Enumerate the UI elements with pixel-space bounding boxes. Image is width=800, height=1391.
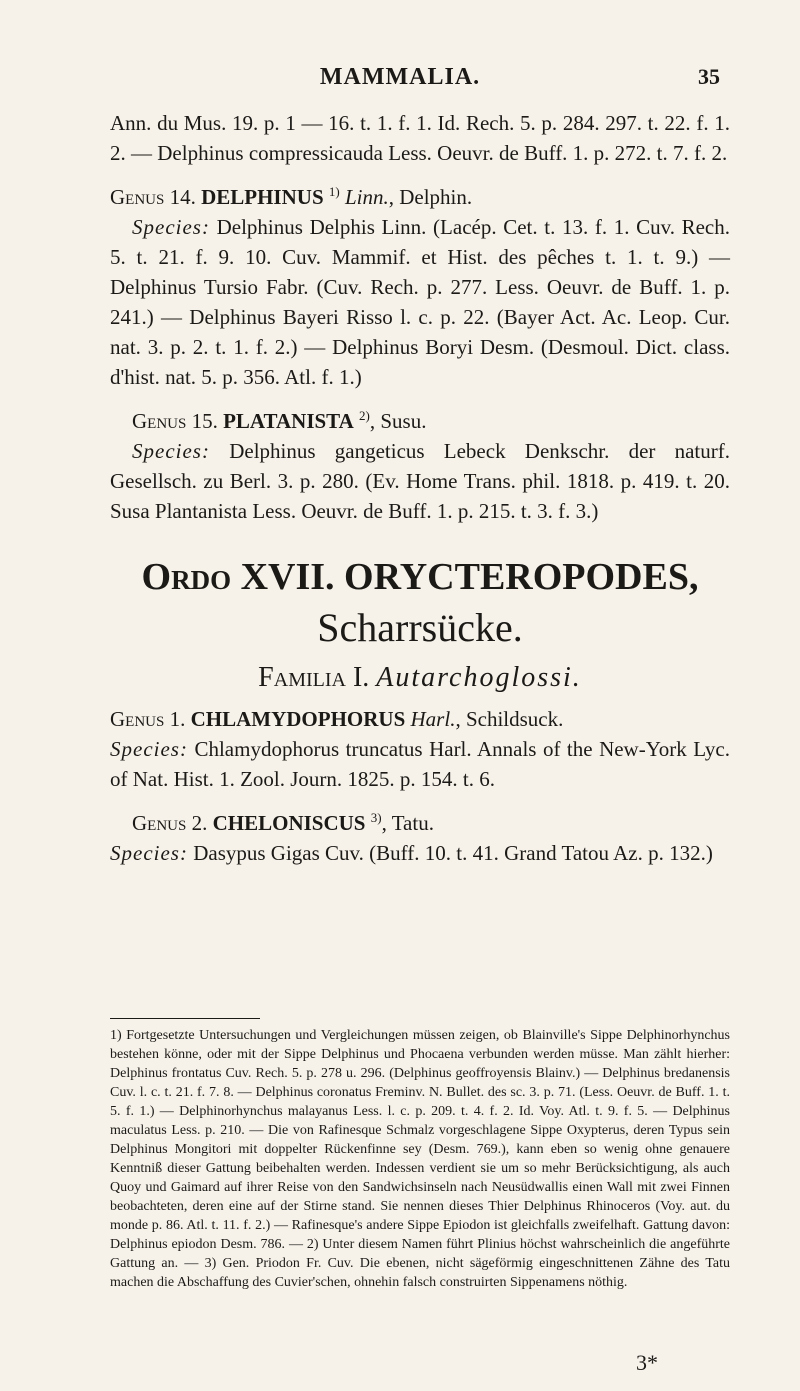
genus-1-species — [110, 734, 730, 794]
genus-15-common-name: , Susu. — [369, 409, 427, 433]
genus-2-common-name: , Tatu. — [381, 811, 434, 835]
ordo-name: ORYCTEROPODES, — [344, 556, 699, 598]
genus-1-author: Harl. — [410, 707, 456, 731]
genus-2-species — [110, 838, 730, 868]
genus-1-heading — [110, 704, 730, 734]
genus-14-common-name: , Delphin. — [388, 185, 473, 209]
genus-2-label: Genus 2. — [132, 811, 208, 835]
genus-15-label: Genus 15. — [132, 409, 218, 433]
species-label: Species: — [132, 439, 210, 463]
intro-paragraph: Ann. du Mus. 19. p. 1 — 16. t. 1. f. 1. Id. Rech. 5. p. 284. 297. t. 22. f. 1. 2. — Delphinus compressicauda Less. Oeuvr. de Buff. 1. p. 272. t. 7. f. 2. — [110, 111, 730, 165]
genus-14-author: Linn. — [344, 185, 389, 209]
genus-15-name: PLATANISTA — [223, 409, 354, 433]
genus-14-label: Genus 14. — [110, 185, 196, 209]
genus-14-heading — [110, 182, 730, 212]
footnote-ref-1: 1) — [328, 184, 340, 199]
page-number: 35 — [698, 64, 720, 89]
genus-1-common-name: , Schildsuck. — [455, 707, 564, 731]
genus-15-species — [110, 436, 730, 526]
ordo-heading — [110, 554, 730, 600]
ordo-number: XVII. — [240, 556, 335, 598]
ordo-label: Ordo — [141, 556, 232, 598]
genus-15-heading — [110, 406, 730, 436]
genus-14-species-text: Delphinus Delphis Linn. (Lacép. Cet. t. 13. f. 1. Cuv. Rech. 5. t. 21. f. 9. 10. Cuv. Mammif. et Hist. des pêches t. 1. t. 9.) — Delphinus Tursio Fabr. (Cuv. Rech. p. 277. Less. Oeuvr. de Buff. 1. p. 241.) — Delphinus Bayeri Risso l. c. p. 22. (Bayer Act. Ac. Leop. Cur. nat. 3. p. 2. t. 1. f. 2.) — Delphinus Boryi Desm. (Desmoul. Dict. class. d'hist. nat. 5. p. 356. Atl. f. 1.) — [110, 215, 731, 389]
running-title: MAMMALIA. — [319, 64, 481, 90]
species-label: Species: — [132, 215, 210, 239]
genus-2-name: CHELONISCUS — [212, 811, 366, 835]
genus-14-species — [110, 212, 730, 392]
genus-1-species-text: Chlamydophorus truncatus Harl. Annals of the New-York Lyc. of Nat. Hist. 1. Zool. Journ. 1825. p. 154. t. 6. — [110, 737, 730, 791]
genus-1-name: CHLAMYDOPHORUS — [190, 707, 406, 731]
running-head — [0, 62, 800, 102]
ordo-german-name: Scharrsücke. — [317, 605, 523, 650]
genus-1-label: Genus 1. — [110, 707, 186, 731]
genus-14-name: DELPHINUS — [201, 185, 324, 209]
genus-15-species-text: Delphinus gangeticus Lebeck Denkschr. der naturf. Gesellsch. zu Berl. 3. p. 280. (Ev. Home Trans. phil. 1818. p. 419. t. 20. Susa Plantanista Less. Oeuvr. de Buff. 1. p. 215. t. 3. f. 3.) — [110, 439, 731, 523]
main-text — [110, 108, 730, 868]
signature-mark: 3* — [636, 1350, 658, 1375]
footnote-ref-2: 2) — [359, 408, 370, 423]
genus-2-heading — [110, 808, 730, 838]
genus-2-species-text: Dasypus Gigas Cuv. (Buff. 10. t. 41. Grand Tatou Az. p. 132.) — [193, 841, 713, 865]
footnote-text: 1) Fortgesetzte Untersuchungen und Vergleichungen müssen zeigen, ob Blainville's Sippe Delphinorhynchus bestehen könne, oder mit der Sippe Delphinus und Phocaena verbunden werden müsse. Man zählt hierher: Delphinus frontatus Cuv. Rech. 5. p. 278 u. 296. (Delphinus geoffroyensis Blainv.) — Delphinus bredanensis Cuv. l. c. t. 21. f. 7. 8. — Delphinus coronatus Freminv. N. Bullet. des sc. 3. p. 71. (Less. Oeuvr. de Buff. 1. t. 5. f. 1.) — Delphinorhynchus malayanus Less. l. c. p. 209. t. 4. f. 2. Id. Voy. Atl. t. 9. f. 5. — Delphinus maculatus Less. p. 210. — Die von Rafinesque Schmalz vorgeschlagene Sippe Oxypterus, deren Typus sein Delphinus Mongitori mit doppelter Rückenfinne sey (Desm. 769.), kann eben so wenig ohne genauere Kenntniß dieser Gattung beibehalten werden. Indessen verdient sie um so mehr Berücksichtigung, als auch Quoy und Gaimard auf ihrer Reise von den Sandwichsinseln nach Neusüdwallis einen Wall mit zwei Finnen beobachteten, deren eine auf der Stirne stand. Sie nennen dieses Thier Delphinus Rhinoceros (Voy. aut. du monde p. 86. Atl. t. 11. f. 2.) — Rafinesque's andere Sippe Epiodon ist gleichfalls zweifelhaft. Gattung davon: Delphinus epiodon Desm. 786. — 2) Unter diesem Namen führt Plinius höchst wahrscheinlich die angeführte Gattung an. — 3) Gen. Priodon Fr. Cuv. Die ebenen, nicht sägeförmig eingeschnittenen Zähne des Tatu machen die Abschaffung des Cuvier'schen, ohnehin falsch construirten Sippenamens nöthig. — [110, 1028, 730, 1290]
species-label: Species: — [110, 841, 188, 865]
familia-label: Familia I. — [258, 662, 370, 693]
familia-name: Autarchoglossi. — [376, 662, 582, 693]
footnote-divider — [110, 1018, 260, 1019]
species-label: Species: — [110, 737, 188, 761]
footnotes — [110, 1026, 730, 1292]
footnote-ref-3: 3) — [370, 810, 382, 825]
familia-heading — [110, 658, 730, 698]
